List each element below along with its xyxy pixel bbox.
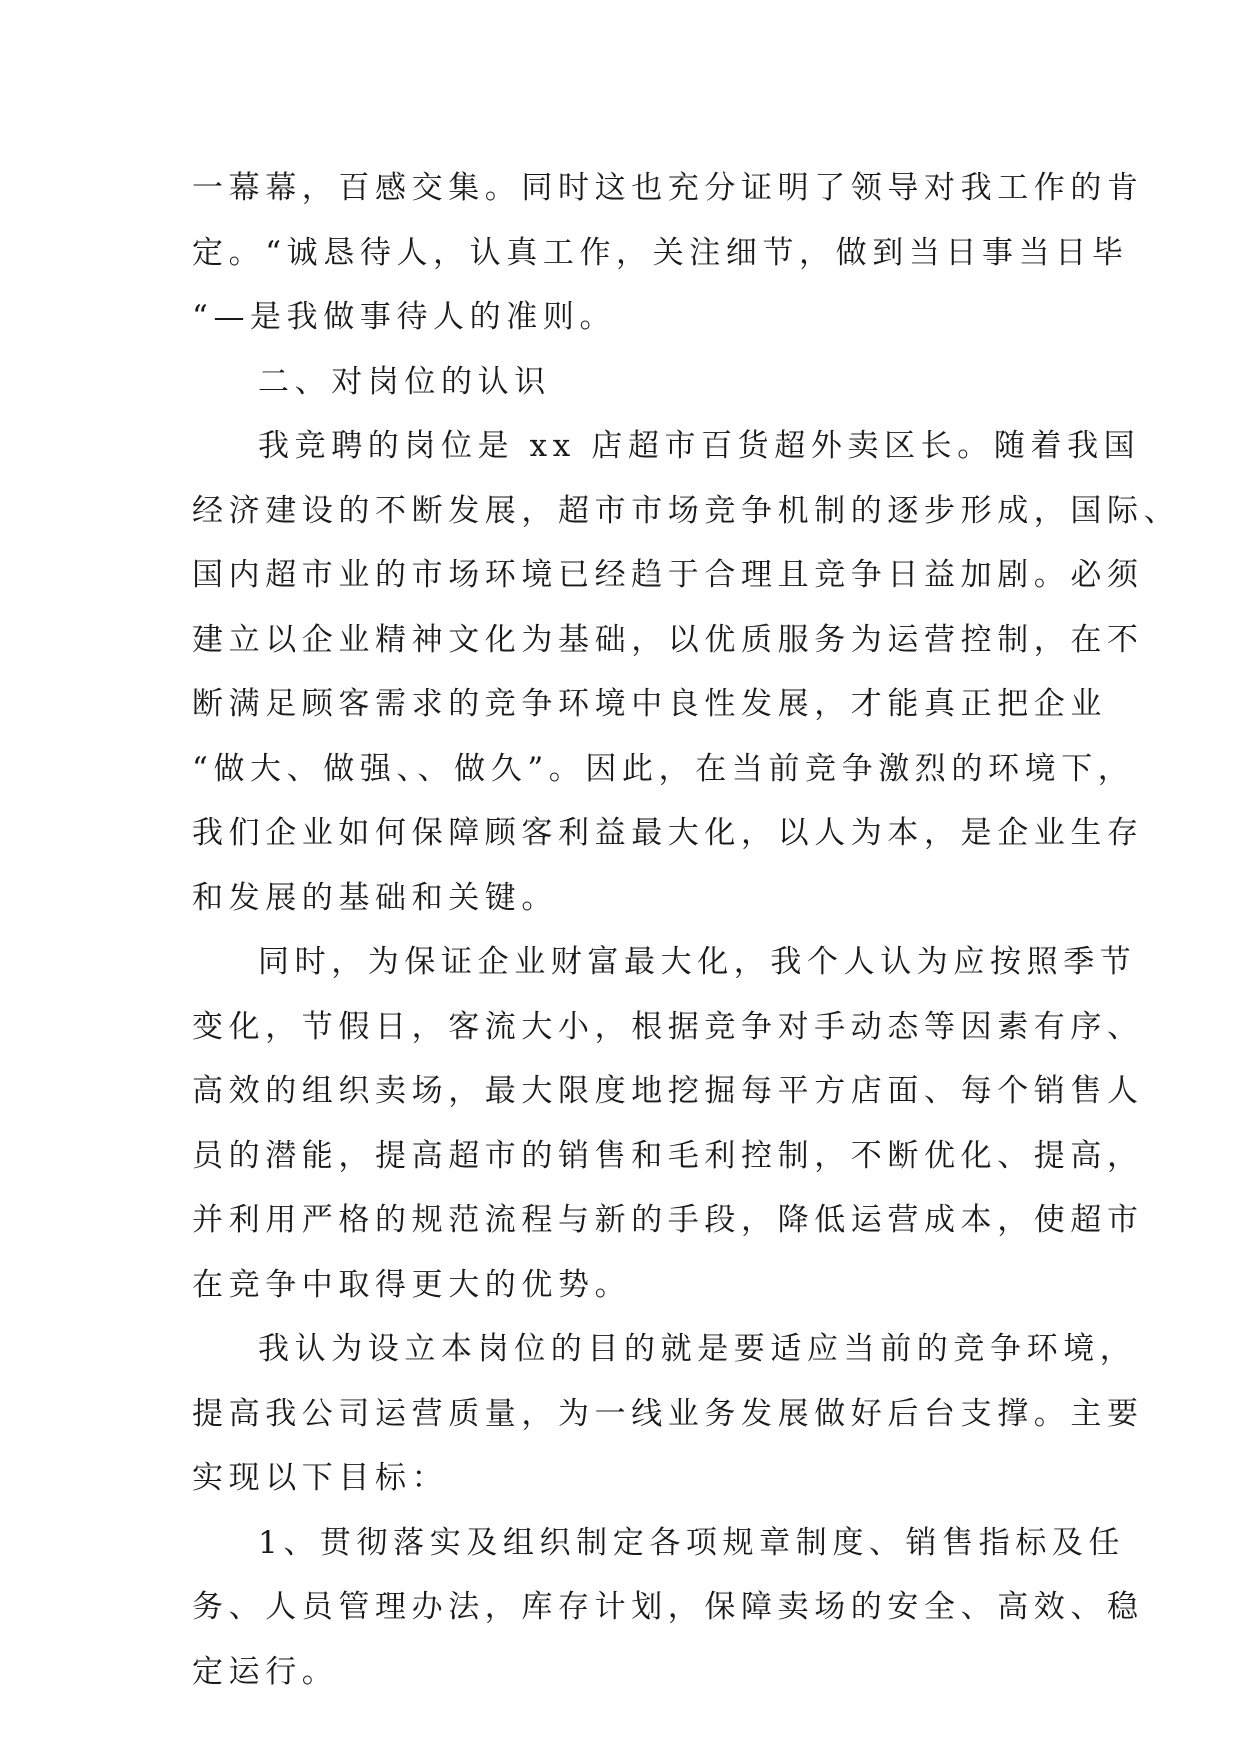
body-line: “做大、做强、、做久”。因此，在当前竞争激烈的环境下， — [192, 750, 1135, 787]
body-line: 我竞聘的岗位是 xx 店超市百货超外卖区长。随着我国 — [258, 428, 1141, 464]
body-line: 定运行。 — [192, 1653, 339, 1690]
list-item: 1、贯彻落实及组织制定各项规章制度、销售指标及任 — [258, 1524, 1126, 1561]
body-line: “—是我做事待人的准则。 — [192, 299, 617, 335]
body-line: 在竞争中取得更大的优势。 — [192, 1266, 632, 1303]
body-line: 定。“诚恳待人，认真工作，关注细节，做到当日事当日毕 — [192, 234, 1129, 271]
body-line: 并利用严格的规范流程与新的手段，降低运营成本，使超市 — [192, 1202, 1144, 1238]
body-line: 实现以下目标： — [192, 1460, 449, 1496]
body-line: 同时，为保证企业财富最大化，我个人认为应按照季节 — [258, 944, 1137, 980]
body-line: 务、人员管理办法，库存计划，保障卖场的安全、高效、稳 — [192, 1589, 1144, 1625]
body-line: 经济建设的不断发展，超市市场竞争机制的逐步形成，国际、 — [192, 492, 1181, 529]
body-line: 提高我公司运营质量，为一线业务发展做好后台支撑。主要 — [192, 1395, 1144, 1432]
body-line: 国内超市业的市场环境已经趋于合理且竞争日益加剧。必须 — [192, 557, 1144, 593]
body-line: 建立以企业精神文化为基础，以优质服务为运营控制，在不 — [192, 621, 1144, 658]
body-line: 一幕幕，百感交集。同时这也充分证明了领导对我工作的肯 — [192, 170, 1144, 206]
body-line: 我认为设立本岗位的目的就是要适应当前的竞争环境， — [258, 1331, 1137, 1367]
body-line: 员的潜能，提高超市的销售和毛利控制，不断优化、提高， — [192, 1137, 1144, 1174]
body-line: 变化，节假日，客流大小，根据竞争对手动态等因素有序、 — [192, 1008, 1144, 1045]
section-heading: 二、对岗位的认识 — [258, 363, 551, 400]
body-line: 断满足顾客需求的竞争环境中良性发展，才能真正把企业 — [192, 686, 1107, 722]
body-line: 我们企业如何保障顾客利益最大化，以人为本，是企业生存 — [192, 815, 1144, 851]
document-body — [192, 156, 1181, 1704]
body-line: 和发展的基础和关键。 — [192, 879, 558, 916]
body-line: 高效的组织卖场，最大限度地挖掘每平方店面、每个销售人 — [192, 1073, 1144, 1109]
